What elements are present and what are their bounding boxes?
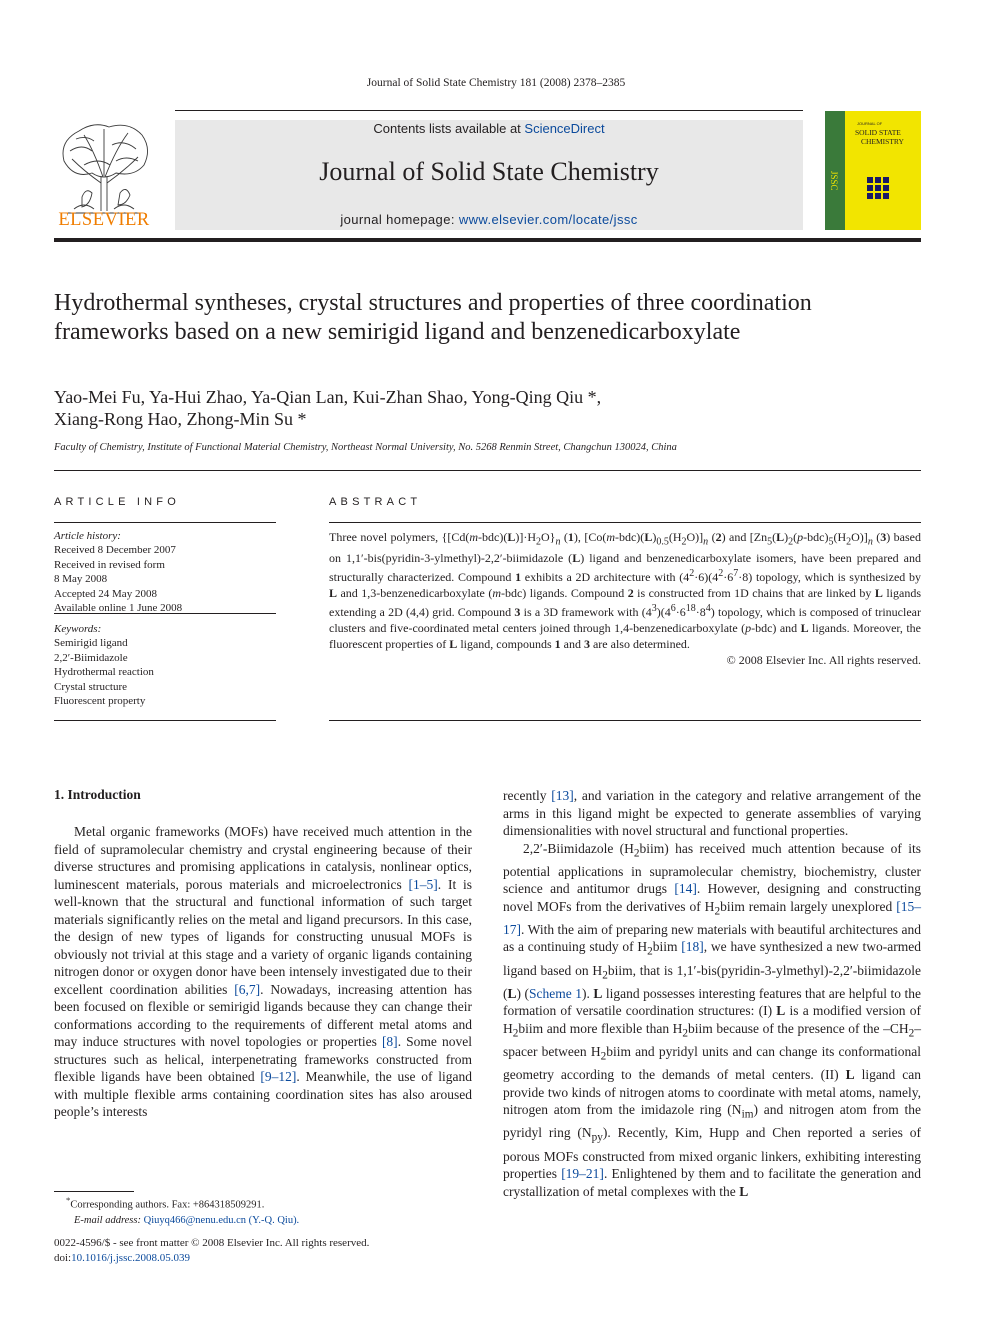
corresponding-note: Corresponding authors. Fax: +864318509291. bbox=[70, 1199, 265, 1211]
citation-link[interactable]: [9–12] bbox=[260, 1069, 297, 1084]
abstract-heading: ABSTRACT bbox=[329, 496, 422, 508]
citation-link[interactable]: [8] bbox=[381, 1034, 398, 1049]
homepage-link[interactable]: www.elsevier.com/locate/jssc bbox=[458, 212, 638, 227]
body-column-right bbox=[503, 787, 921, 1200]
article-info-rule-top bbox=[54, 522, 276, 523]
history-item: Received 8 December 2007 bbox=[54, 544, 176, 557]
history-item: 8 May 2008 bbox=[54, 573, 108, 586]
history-label: Article history: bbox=[54, 530, 121, 542]
affiliation: Faculty of Chemistry, Institute of Functional Material Chemistry, Northeast Normal University, No. 5268 Renmin Street, Changchun 130024, China bbox=[54, 442, 677, 453]
article-info-rule-mid bbox=[54, 613, 276, 614]
footnote-rule bbox=[54, 1191, 134, 1192]
doi-link[interactable]: 10.1016/j.jssc.2008.05.039 bbox=[71, 1252, 190, 1264]
header-thick-rule bbox=[54, 238, 921, 242]
citation-link[interactable]: [19–21] bbox=[561, 1166, 604, 1181]
affiliation-rule bbox=[54, 470, 921, 471]
cover-text-3: CHEMISTRY bbox=[861, 137, 904, 146]
abstract-text bbox=[329, 529, 921, 668]
abstract-rule-bottom bbox=[329, 720, 921, 721]
cover-text-2: SOLID STATE bbox=[855, 128, 901, 137]
email-link[interactable]: Qiuyq466@nenu.edu.cn (Y.-Q. Qiu). bbox=[143, 1214, 300, 1226]
abstract-copyright: © 2008 Elsevier Inc. All rights reserved. bbox=[726, 653, 921, 668]
intro-paragraph: Metal organic frameworks (MOFs) have received much attention in the field of supramolecular chemistry and crystal engineering because of their diverse structures and promising applications in catalysis, nonlinear optics, luminescent materials, porous materials and microelectronics [1–5]. It is well-known that the structural and functional information of such target materials significantly relies on the metal and ligand precursors. In this case, the design of new types of ligands for constructing unusual MOFs is obviously not trivial at this stage and a variety of organic ligands containing nitrogen donor or oxygen donor have been intensely investigated due to their excellent coordination abilities [6,7]. Nowadays, increasing attention has been focused on flexible or semirigid ligands because they can change their conformations according to the requirements of different metal atoms and may induce structures with novel topologies or properties [8]. Some novel structures such as helical, interpenetrating frameworks constructed from flexible ligands have been obtained [9–12]. Meanwhile, the use of ligand with multiple flexible arms containing coordination sites has also aroused people’s interests bbox=[54, 824, 472, 1119]
journal-reference: Journal of Solid State Chemistry 181 (2008) 2378–2385 bbox=[366, 77, 626, 89]
introduction-heading: 1. Introduction bbox=[54, 787, 141, 802]
keyword-item: Hydrothermal reaction bbox=[54, 666, 154, 679]
citation-link[interactable]: [6,7] bbox=[234, 981, 261, 997]
citation-link[interactable]: [14] bbox=[674, 881, 697, 897]
keyword-item: Semirigid ligand bbox=[54, 637, 128, 650]
journal-banner bbox=[175, 120, 803, 230]
authors-line-1: Yao-Mei Fu, Ya-Hui Zhao, Ya-Qian Lan, Kui-Zhan Shao, Yong-Qing Qiu bbox=[54, 387, 584, 407]
keyword-item: Fluorescent property bbox=[54, 695, 146, 708]
sciencedirect-link[interactable]: ScienceDirect bbox=[524, 121, 605, 136]
keywords-label: Keywords: bbox=[54, 623, 102, 635]
cover-text-1: JOURNAL OF bbox=[857, 121, 883, 126]
article-title: Hydrothermal syntheses, crystal structures and properties of three coordination frameworks based on a new semirigid ligand and benzenedicarboxylate bbox=[54, 290, 812, 345]
citation-link[interactable]: [1–5] bbox=[408, 876, 438, 892]
contents-line: Contents lists available at ScienceDirect bbox=[373, 121, 605, 136]
keyword-item: 2,2′-Biimidazole bbox=[54, 651, 128, 664]
email-label: E-mail address: bbox=[74, 1214, 141, 1226]
article-history bbox=[54, 529, 276, 615]
journal-cover-image bbox=[825, 111, 921, 230]
history-item: Received in revised form bbox=[54, 558, 165, 571]
author-list: Yao-Mei Fu, Ya-Hui Zhao, Ya-Qian Lan, Kui-Zhan Shao, Yong-Qing Qiu *, Xiang-Rong Hao, Zhong-Min Su * bbox=[54, 387, 602, 429]
history-item: Accepted 24 May 2008 bbox=[54, 587, 157, 600]
cover-side-text: JSSC bbox=[829, 171, 839, 191]
scheme-link[interactable]: Scheme 1 bbox=[529, 985, 582, 1001]
citation-link[interactable]: [15–17] bbox=[503, 898, 921, 937]
abstract-rule-top bbox=[329, 522, 921, 523]
front-matter: 0022-4596/$ - see front matter © 2008 Elsevier Inc. All rights reserved. doi:10.1016/j.jssc.2008.05.039 bbox=[54, 1236, 474, 1266]
article-info-heading: ARTICLE INFO bbox=[54, 496, 180, 508]
keyword-item: Crystal structure bbox=[54, 680, 128, 693]
footnote: *Corresponding authors. Fax: +864318509291. E-mail address: Qiuyq466@nenu.edu.cn (Y.-Q. Qiu). bbox=[66, 1195, 300, 1226]
journal-title: Journal of Solid State Chemistry bbox=[319, 157, 659, 186]
article-info-rule-bottom bbox=[54, 720, 276, 721]
intro-paragraph: 2,2′-Biimidazole $(H_2biim)$ has received much attention because of its potential applications in supramolecular chemistry, biochemistry, cluster science and antitumor drugs [14]. However, designing and constructing novel MOFs from the derivatives of $H_2biim$ remain largely unexplored [15–17]. With the aim of preparing new materials with beautiful architectures and as a continuing study of $H_2biim$ [18], we have synthesized a new two-armed ligand based on $H_2biim$, that is 1,1′-bis(pyridin-3-ylmethyl)-2,2′-biimidazole (L) (Scheme 1). L ligand possesses interesting features that are helpful to the formation of versatile coordination structures: (I) L is a modified version of $H_2biim$ and more flexible than $H_2biim$ because of the presence of the $-CH_2-$ spacer between $H_2biim$ and pyridyl units and can change its conformational geometry according to the demands of metal centers. (II) L ligand can provide two kinds of nitrogen atoms to coordinate with metal atoms, namely, nitrogen atom from the imidazole ring $(N_{im})$ and nitrogen atom from the pyridyl ring $(N_{py})$. Recently, Kim, Hupp and Chen reported a series of porous MOFs constructed from mixed organic linkers, exhibiting interesting properties [19–21]. Enlightened by them and to facilitate the generation and crystallization of metal complexes with the L bbox=[503, 840, 922, 1199]
keywords bbox=[54, 622, 276, 708]
elsevier-wordmark: ELSEVIER bbox=[58, 210, 150, 230]
history-item: Available online 1 June 2008 bbox=[54, 602, 183, 615]
abstract-body: Three novel polymers, $\{[Cd(m-bdc)(L)]\cdot H_2O\}_n$ (1), $[Co(m-bdc)(L)_{0.5}(H_2O)]_n$ (2) and $[Zn_5(L)_2(p-bdc)_5(H_2O)]_n$ (3) based on 1,1′-bis(pyridin-3-ylmethyl)-2,2′-biimidazole (L) ligand and benzenedicarboxylate isomers, have been prepared and structurally characterized. Compound 1 exhibits a 2D architecture with $(4^2\cdot 6)(4^2\cdot 6^7\cdot 8)$ topology, which is synthesized by L and 1,3-benzenedicarboxylate (m-bdc) ligands. Compound 2 is constructed from 1D chains that are linked by L ligands extending a 2D (4,4) grid. Compound 3 is a 3D framework with $(4^3)(4^6\cdot 6^{18}\cdot 8^4)$ topology, which is composed of trinuclear clusters and five-coordinated metal centers joined through 1,4-benzenedicarboxylate (p-bdc) and L ligands. Moreover, the fluorescent properties of L ligand, compounds 1 and 3 are also determined. bbox=[329, 530, 922, 652]
citation-link[interactable]: [18] bbox=[681, 939, 704, 955]
citation-link[interactable]: [13] bbox=[551, 788, 574, 803]
top-divider bbox=[175, 110, 803, 111]
intro-paragraph: recently [13], and variation in the category and relative arrangement of the arms in this ligand might be expected to generate assemblies of varying dimensionalities with novel structural and functional properties. bbox=[503, 788, 921, 838]
front-matter-line: 0022-4596/$ - see front matter © 2008 Elsevier Inc. All rights reserved. bbox=[54, 1237, 370, 1249]
homepage-line: journal homepage: www.elsevier.com/locate/jssc bbox=[340, 212, 638, 227]
authors-line-2: Xiang-Rong Hao, Zhong-Min Su bbox=[54, 409, 293, 429]
body-column-left bbox=[54, 823, 472, 1121]
